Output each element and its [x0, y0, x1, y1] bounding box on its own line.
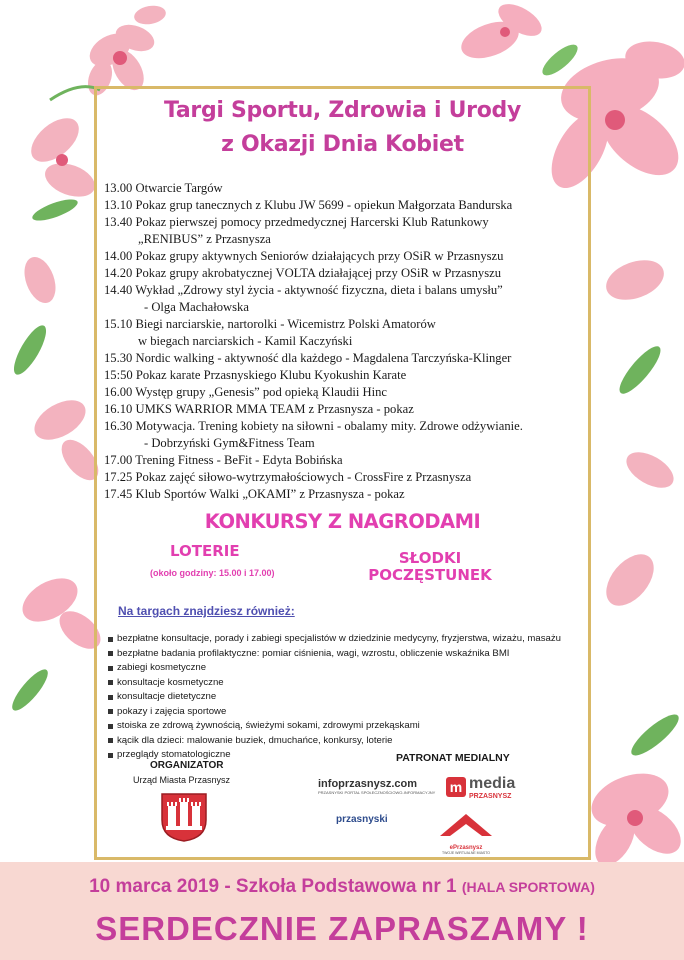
- infoprzasnysz-logo-subtitle: PRZASNYSKI PORTAL SPOŁECZNOŚCIOWO-INFORMACYJNY: [318, 790, 436, 795]
- schedule-item: 16.10 UMKS WARRIOR MMA TEAM z Przasnysza - pokaz: [104, 402, 414, 416]
- list-item: stoiska ze zdrową żywnością, świeżymi sokami, zdrowymi przekąskami: [108, 719, 588, 734]
- schedule-item: 13.00 Otwarcie Targów: [104, 181, 223, 195]
- sweet-treat-line1: SŁODKI: [398, 549, 462, 567]
- bullet-icon: [108, 651, 113, 656]
- invitation-text: SERDECZNIE ZAPRASZAMY !: [95, 910, 589, 947]
- schedule-item-continuation: „RENIBUS” z Przasnysza: [138, 232, 271, 246]
- schedule-item: 16.30 Motywacja. Trening kobiety na siłowni - obalamy mity. Zdrowe odżywianie.: [104, 419, 523, 433]
- infoprzasnysz-logo: [318, 778, 436, 804]
- event-date-location: [0, 876, 684, 898]
- schedule-item: 15.10 Biegi narciarskie, nartorolki - Wicemistrz Polski Amatorów: [104, 317, 436, 331]
- list-item: konsultacje kosmetyczne: [108, 676, 588, 691]
- schedule-item: 14.20 Pokaz grupy akrobatycznej VOLTA działającej przy OSiR w Przasnyszu: [104, 266, 501, 280]
- poster-title-line1: Targi Sportu, Zdrowia i Urody: [163, 98, 522, 123]
- list-item: bezpłatne badania profilaktyczne: pomiar ciśnienia, wagi, wzrostu, obliczenie wskaźnika BMI: [108, 647, 588, 662]
- bullet-icon: [108, 666, 113, 671]
- town-crest-icon: [158, 792, 210, 842]
- schedule-item: 15.30 Nordic walking - aktywność dla każdego - Magdalena Tarczyńska-Klinger: [104, 351, 512, 365]
- also-heading: Na targach znajdziesz również:: [118, 604, 295, 618]
- list-item: zabiegi kosmetyczne: [108, 661, 588, 676]
- schedule-item: 14.40 Wykład „Zdrowy styl życia - aktywność fizyczna, dieta i balans umysłu”: [104, 283, 503, 297]
- bullet-icon: [108, 709, 113, 714]
- list-item: kącik dla dzieci: malowanie buziek, dmuchańce, konkursy, loterie: [108, 734, 588, 749]
- eprzasnysz-logo: [436, 810, 496, 854]
- bullet-icon: [108, 695, 113, 700]
- media-patronage-heading: PATRONAT MEDIALNY: [396, 752, 510, 764]
- infoprzasnysz-logo-text: infoprzasnysz.com: [318, 778, 418, 790]
- media-m-icon: m: [446, 777, 466, 797]
- bullet-icon: [108, 738, 113, 743]
- flower-right-decoration: [580, 220, 684, 640]
- eprzasnysz-logo-subtitle: TWOJE WIRTUALNE MIASTO: [441, 851, 491, 855]
- mediaprzasnysz-logo: [446, 772, 520, 802]
- przasnyski-logo: przasnyski: [336, 814, 388, 825]
- schedule-item-continuation: - Dobrzyński Gym&Fitness Team: [144, 436, 315, 450]
- bullet-icon: [108, 724, 113, 729]
- bullet-icon: [108, 680, 113, 685]
- loterie-hours: (około godziny: 15.00 i 17.00): [150, 568, 275, 578]
- event-venue-note: (HALA SPORTOWA): [461, 879, 595, 895]
- schedule-list: [104, 180, 584, 503]
- schedule-item-continuation: w biegach narciarskich - Kamil Kaczyński: [138, 334, 353, 348]
- sweet-treat-label: [356, 550, 504, 584]
- bullet-icon: [108, 753, 113, 758]
- schedule-item: 17.45 Klub Sportów Walki „OKAMI” z Przasnysza - pokaz: [104, 487, 405, 501]
- schedule-item: 16.00 Występ grupy „Genesis” pod opieką Klaudii Hinc: [104, 385, 388, 399]
- loterie-label: LOTERIE: [170, 542, 240, 560]
- sweet-treat-line2: POCZĘSTUNEK: [368, 566, 492, 584]
- media-logo-text: media: [469, 774, 516, 792]
- poster-title-line2: z Okazji Dnia Kobiet: [221, 132, 464, 157]
- schedule-item-continuation: - Olga Machałowska: [144, 300, 249, 314]
- schedule-item: 13.10 Pokaz grup tanecznych z Klubu JW 5699 - opiekun Małgorzata Bandurska: [104, 198, 513, 212]
- schedule-item: 17.25 Pokaz zajęć siłowo-wytrzymałościowych - CrossFire z Przasnysza: [104, 470, 472, 484]
- eprzasnysz-logo-text: ePrzasnysz: [449, 845, 483, 851]
- organizer-name: Urząd Miasta Przasnysz: [133, 775, 231, 785]
- list-item: konsultacje dietetyczne: [108, 690, 588, 705]
- attractions-list: [108, 632, 588, 763]
- schedule-item: 14.00 Pokaz grupy aktywnych Seniorów działających przy OSiR w Przasnyszu: [104, 249, 504, 263]
- contests-heading: KONKURSY Z NAGRODAMI: [204, 510, 481, 533]
- organizer-heading: ORGANIZATOR: [150, 760, 224, 771]
- event-date-main: 10 marca 2019 - Szkoła Podstawowa nr 1: [89, 876, 457, 897]
- list-item: bezpłatne konsultacje, porady i zabiegi specjalistów w dziedzinie medycyny, fryzjerstwa, wizażu, masażu: [108, 632, 588, 647]
- eprzasnysz-mark-icon: [436, 810, 496, 840]
- schedule-item: 15:50 Pokaz karate Przasnyskiego Klubu Kyokushin Karate: [104, 368, 407, 382]
- list-item: przeglądy stomatologiczne: [108, 748, 588, 763]
- list-item: pokazy i zajęcia sportowe: [108, 705, 588, 720]
- bullet-icon: [108, 637, 113, 642]
- schedule-item: 17.00 Trening Fitness - BeFit - Edyta Bobińska: [104, 453, 343, 467]
- media-logo-subtitle: PRZASNYSZ: [469, 792, 512, 800]
- schedule-item: 13.40 Pokaz pierwszej pomocy przedmedycznej Harcerski Klub Ratunkowy: [104, 215, 489, 229]
